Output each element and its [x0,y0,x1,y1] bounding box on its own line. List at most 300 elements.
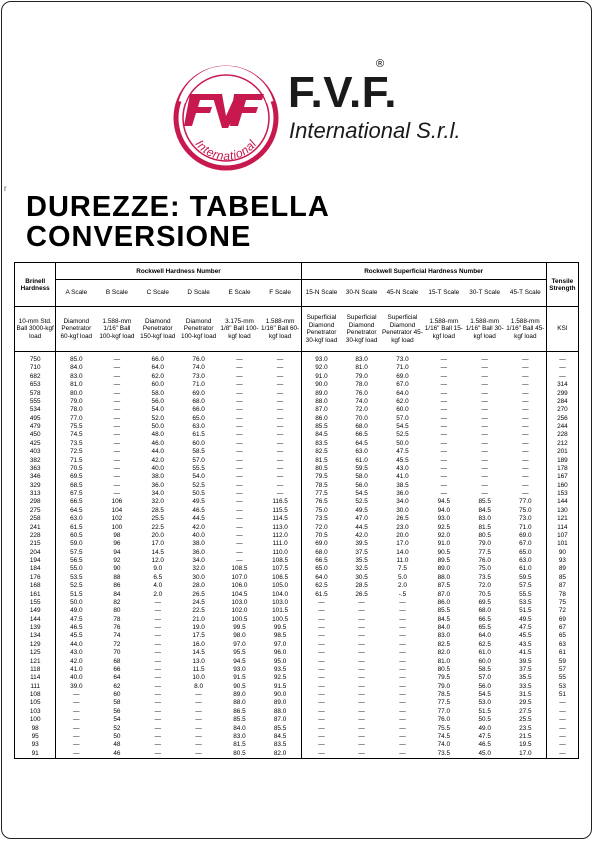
table-cell: 16.0 [192,640,205,648]
table-cell: 64.0 [396,389,409,397]
table-cell: 403 [15,448,56,456]
table-cell: 91.5 [273,682,287,690]
table-cell: 55.5 [519,590,532,598]
table-cell: 79.5 [301,473,341,481]
table-cell: 78.0 [355,381,368,389]
table-cell: 84.0 [437,624,451,631]
table-cell: — [154,657,161,665]
table-cell: — [276,381,284,389]
table-cell: 69.0 [192,389,205,397]
table-cell: — [399,724,406,732]
brand-subtitle: International S.r.l. [289,118,461,143]
table-row [15,431,579,439]
table-cell: 50.5 [192,490,205,497]
table-cell: 62.5 [478,640,491,648]
table-cell: 78.0 [70,406,83,414]
table-cell: 85.0 [70,356,83,363]
table-cell: 82.5 [437,640,451,648]
table-cell: 26.5 [355,590,368,598]
table-cell: — [113,439,121,447]
table-cell: 96 [113,540,121,548]
table-cell: 84.5 [301,431,341,439]
table-cell: — [195,691,202,698]
table-row [15,674,579,682]
table-cell: 21.5 [519,732,532,740]
table-cell: — [236,548,243,556]
table-cell: — [276,406,284,414]
table-cell: — [154,741,161,749]
table-cell: — [236,473,243,481]
table-cell: 90.5 [233,682,246,690]
table-cell: 52.5 [396,431,409,439]
table-cell: 58.5 [478,665,491,673]
table-cell: 57.0 [192,456,205,464]
table-cell: 78.5 [301,482,341,490]
table-cell: 88.0 [233,699,246,707]
table-cell: 63 [546,641,578,649]
table-cell: 78 [546,591,578,599]
table-cell: 653 [15,381,56,389]
table-cell: 32.0 [151,498,164,506]
table-cell: — [236,397,243,405]
table-cell: — [236,540,243,548]
table-cell: — [546,708,578,716]
table-cell: — [113,456,121,464]
table-cell: 74.0 [437,741,451,749]
table-cell: — [481,406,488,414]
table-cell: — [481,464,488,472]
table-cell: 28.0 [192,582,205,590]
table-cell: — [195,724,202,732]
col-desc: 1.588-mm 1/16" Ball 45-kgf load [505,307,546,352]
table-cell: 112.0 [272,531,288,539]
table-cell: 37.5 [355,548,368,556]
table-cell: 98 [15,725,56,733]
table-cell: 49.5 [192,498,205,506]
table-cell: 59.0 [70,540,83,548]
table-cell: 81.5 [478,523,491,531]
table-cell: 30.0 [396,506,409,514]
table-cell: 94.5 [437,498,451,506]
table-cell: 69.5 [70,473,83,481]
table-cell: — [276,473,284,481]
table-cell: 750 [15,352,56,365]
table-cell: — [522,473,529,481]
table-cell: 103.0 [272,598,289,606]
table-cell: 87.5 [437,582,451,590]
table-cell: 93.0 [301,352,341,365]
table-cell: — [358,716,365,724]
table-body [15,352,579,759]
table-cell: 71.0 [192,381,205,389]
table-cell: 103.0 [231,598,248,606]
table-cell: 94.0 [437,506,451,514]
table-row [15,741,579,749]
table-cell: 86.0 [301,415,341,423]
table-cell: — [481,481,488,489]
table-cell: 110.0 [272,548,288,556]
table-cell: 111.0 [272,540,288,548]
table-cell: 42.0 [151,456,164,464]
table-cell: — [440,439,447,447]
table-cell: — [522,481,529,489]
table-cell: — [440,473,447,481]
superficial-header: Rockwell Superficial Hardness Number [301,263,546,280]
table-cell: 11.5 [192,665,205,673]
table-cell: 57 [546,666,578,674]
col-desc: 1.588-mm 1/16" Ball 100-kgf load [96,307,137,352]
table-cell: 38.0 [151,473,164,481]
table-cell: — [399,741,406,749]
table-cell: 17.0 [151,540,164,548]
table-cell: 67.0 [396,381,409,389]
table-cell: 71.0 [519,523,532,531]
table-cell: 65.0 [301,565,341,573]
table-cell: 21.0 [192,615,205,623]
table-cell: 176 [15,574,56,582]
table-cell: 50.0 [151,423,164,430]
table-cell: — [399,632,406,640]
table-cell: 19.0 [192,624,205,631]
table-cell: — [358,741,365,749]
table-cell: 71.5 [70,456,83,464]
table-cell: 54.5 [478,691,491,698]
table-cell: 88.0 [273,707,287,715]
table-cell: — [178,750,219,759]
table-row [15,557,579,565]
table-cell: 80 [113,607,121,615]
table-cell: 34.0 [192,557,205,564]
table-cell: — [195,699,202,707]
table-row [15,725,579,733]
table-cell: 8.0 [194,682,204,690]
table-cell: — [236,464,243,472]
table-cell: — [113,481,121,489]
table-cell: — [522,381,529,389]
table-row [15,423,579,431]
title-line-1: DUREZZE: TABELLA [26,191,330,223]
table-cell: 62.5 [301,582,341,590]
table-cell: 85.5 [301,423,341,431]
table-cell: 73.5 [478,573,491,581]
table-cell: 94.5 [233,657,246,665]
table-cell: — [113,372,121,380]
table-cell: 72.5 [70,448,83,456]
col-letter: 15-N Scale [301,280,341,307]
table-cell: 75.0 [478,565,491,573]
table-cell: 9.0 [153,565,163,573]
col-desc: Diamond Penetrator 60-kgf load [56,307,96,352]
table-cell: — [113,464,121,472]
table-cell: — [276,448,284,456]
table-cell: 155 [15,599,56,607]
table-cell: 125 [15,649,56,657]
table-cell: 105 [15,699,56,707]
table-cell: — [522,448,529,456]
table-row [15,415,579,423]
table-cell: 184 [15,565,56,573]
table-cell: 160 [546,482,578,490]
table-cell: — [301,741,341,749]
table-cell: 85 [546,574,578,582]
table-cell: — [481,414,488,422]
table-cell: 52.0 [151,414,164,422]
table-cell: 79.5 [437,674,451,682]
table-row [15,482,579,490]
table-row [15,490,579,498]
col-desc: 1.588-mm 1/16" Ball 15-kgf load [423,307,464,352]
table-cell: 80.0 [70,389,83,397]
table-cell: — [301,691,341,699]
table-cell: 77.0 [70,414,83,422]
table-cell: — [236,448,243,456]
table-row [15,406,579,414]
table-cell: — [358,640,365,648]
table-row [15,473,579,481]
table-cell: — [440,364,447,372]
table-cell: 39.5 [355,540,368,548]
table-cell: 75 [546,599,578,607]
table-cell: — [522,431,529,439]
table-cell: 23.0 [396,523,409,531]
table-cell: 74 [113,632,121,640]
table-cell: — [154,732,161,740]
table-cell: — [440,481,447,489]
table-cell: 100 [111,523,123,531]
table-cell: 68.0 [355,423,368,430]
table-cell: 104.0 [272,590,289,598]
table-cell: 61 [546,649,578,657]
table-cell: 78.5 [437,691,451,698]
table-cell: 121 [15,658,56,666]
table-cell: 84.5 [273,732,287,740]
side-mark: r [4,184,7,193]
table-cell: 100.5 [272,615,289,623]
table-cell: 10.0 [192,674,205,682]
table-cell: 80.5 [219,750,259,759]
table-cell: 88 [113,573,121,581]
col-desc: Diamond Penetrator 100-kgf load [178,307,219,352]
col-desc: Diamond Penetrator 150-kgf load [138,307,178,352]
table-cell: 43.5 [519,640,532,648]
table-cell: 69.0 [301,540,341,548]
table-cell: 45.0 [465,750,505,759]
table-cell: — [399,699,406,707]
table-cell: 313 [15,490,56,498]
table-cell: 51.5 [519,607,532,615]
col-desc: Superficial Diamond Penetrator 45-kgf load [382,307,423,352]
table-cell: 32.5 [355,565,368,573]
table-cell: — [154,724,161,732]
table-cell: 81.0 [437,657,451,665]
table-cell: 106 [111,498,123,506]
table-cell: — [440,448,447,456]
table-cell: 68.0 [301,549,341,557]
tensile-header: Tensile Strength [546,263,578,307]
table-cell: 17.5 [192,632,205,640]
table-cell: — [195,716,202,724]
registered-mark: ® [376,58,385,70]
table-cell: — [73,716,80,724]
table-cell: 83.5 [273,741,287,749]
table-cell: — [276,414,284,422]
table-cell: — [154,615,161,623]
table-cell: 479 [15,423,56,431]
table-cell: 57.5 [519,582,532,590]
table-cell: 64.0 [478,632,491,640]
table-cell: 52 [113,724,121,732]
title-line-2: CONVERSIONE [26,221,252,253]
table-cell: 68.5 [70,481,83,489]
table-cell: — [301,708,341,716]
table-cell: — [481,456,488,464]
table-cell: 26.5 [192,590,205,598]
table-cell: 53.0 [478,699,491,707]
table-cell: 57.0 [396,414,409,422]
col-letter: 45-N Scale [382,280,423,307]
table-cell: 27.5 [519,707,532,715]
table-cell: — [546,364,578,372]
table-row [15,582,579,590]
table-cell: — [154,699,161,707]
table-cell: 168 [15,582,56,590]
table-cell: 75.0 [519,506,532,514]
table-cell: 92.0 [301,364,341,372]
table-cell: — [154,707,161,715]
table-cell: 51.5 [478,707,491,715]
table-cell: — [154,649,161,657]
table-cell: 72.0 [355,406,368,414]
table-cell: — [546,750,578,759]
table-cell: 75.5 [437,724,451,732]
table-cell: 69.0 [396,372,409,380]
table-cell: — [382,750,423,759]
table-cell: 14.5 [151,548,164,556]
table-cell: — [440,456,447,464]
table-cell: 57.5 [70,548,83,556]
table-cell: — [358,649,365,657]
table-cell: 425 [15,440,56,448]
table-cell: 87 [546,582,578,590]
table-cell: — [195,732,202,740]
table-cell: 258 [15,515,56,523]
table-row [15,398,579,406]
table-cell: 84.5 [437,615,451,623]
table-cell: 46 [96,750,137,759]
table-cell: 82.5 [301,448,341,456]
table-cell: 59.5 [355,464,368,472]
table-cell: 48 [113,741,121,749]
table-cell: 114 [546,524,578,532]
table-cell: 86 [113,582,121,590]
table-cell: 450 [15,431,56,439]
table-cell: 139 [15,624,56,632]
table-cell: — [399,674,406,682]
table-cell: 83.5 [301,440,341,448]
col-desc: Superficial Diamond Penetrator 30-kgf load [301,307,341,352]
table-cell: 88.0 [437,573,451,581]
table-cell: 54 [113,716,121,724]
table-cell: 35.5 [519,674,532,682]
table-cell: 98.5 [273,632,287,640]
table-cell: 92.5 [273,674,287,682]
col-desc: 10-mm Std. Ball 3000-kgf load [15,307,56,352]
table-cell: — [195,707,202,715]
table-cell: 76.0 [437,716,451,724]
table-cell: — [113,389,121,397]
table-row [15,507,579,515]
table-cell: 73.0 [192,372,205,380]
table-cell: 5.0 [397,573,407,581]
table-cell: 49.5 [519,615,532,623]
table-cell: 98.0 [233,632,246,640]
table-cell: 90.0 [273,691,287,698]
table-cell: — [399,615,406,623]
table-cell: 73.5 [423,750,464,759]
table-cell: — [399,649,406,657]
table-row [15,440,579,448]
table-cell: 68.0 [478,607,491,615]
table-cell: 38.0 [192,540,205,548]
table-cell: 215 [15,540,56,548]
table-cell: 71.0 [396,364,409,372]
table-cell: — [522,414,529,422]
table-cell: 90.5 [437,548,451,556]
table-cell: 129 [15,641,56,649]
table-cell: — [440,372,447,380]
table-row [15,716,579,724]
table-cell: 45.5 [396,456,409,464]
table-cell: 53.5 [70,573,83,581]
table-cell: 62 [113,682,121,690]
table-cell: 64.0 [301,574,341,582]
table-cell: 76.0 [355,389,368,397]
table-row [15,565,579,573]
table-cell: 86.5 [233,707,246,715]
table-cell: — [301,750,341,759]
table-cell: — [399,732,406,740]
table-cell: 83.0 [478,515,491,523]
table-row [15,708,579,716]
table-cell: 94 [113,548,121,556]
table-cell: 93 [546,557,578,565]
table-cell: 101 [546,540,578,548]
table-cell: — [301,674,341,682]
table-cell: 92 [113,557,121,564]
table-cell: — [113,423,121,430]
table-cell: 47.5 [478,732,491,740]
table-cell: — [301,616,341,624]
table-cell: 99.5 [233,624,246,631]
table-cell: — [546,741,578,749]
table-cell: — [522,397,529,405]
table-cell: 25.5 [519,716,532,724]
table-cell: 79.0 [478,540,491,548]
table-cell: — [358,691,365,698]
table-cell: 47.0 [355,515,368,523]
table-cell: 90.0 [301,381,341,389]
table-cell: 85.5 [233,716,246,724]
table-cell: 66.5 [70,498,83,506]
table-cell: 41.0 [70,665,83,673]
table-cell: 97.0 [273,640,287,648]
table-cell: — [276,389,284,397]
table-row [15,649,579,657]
table-cell: 70.5 [70,464,83,472]
table-row [15,666,579,674]
page-title [26,192,330,252]
table-cell: 104 [111,506,123,514]
